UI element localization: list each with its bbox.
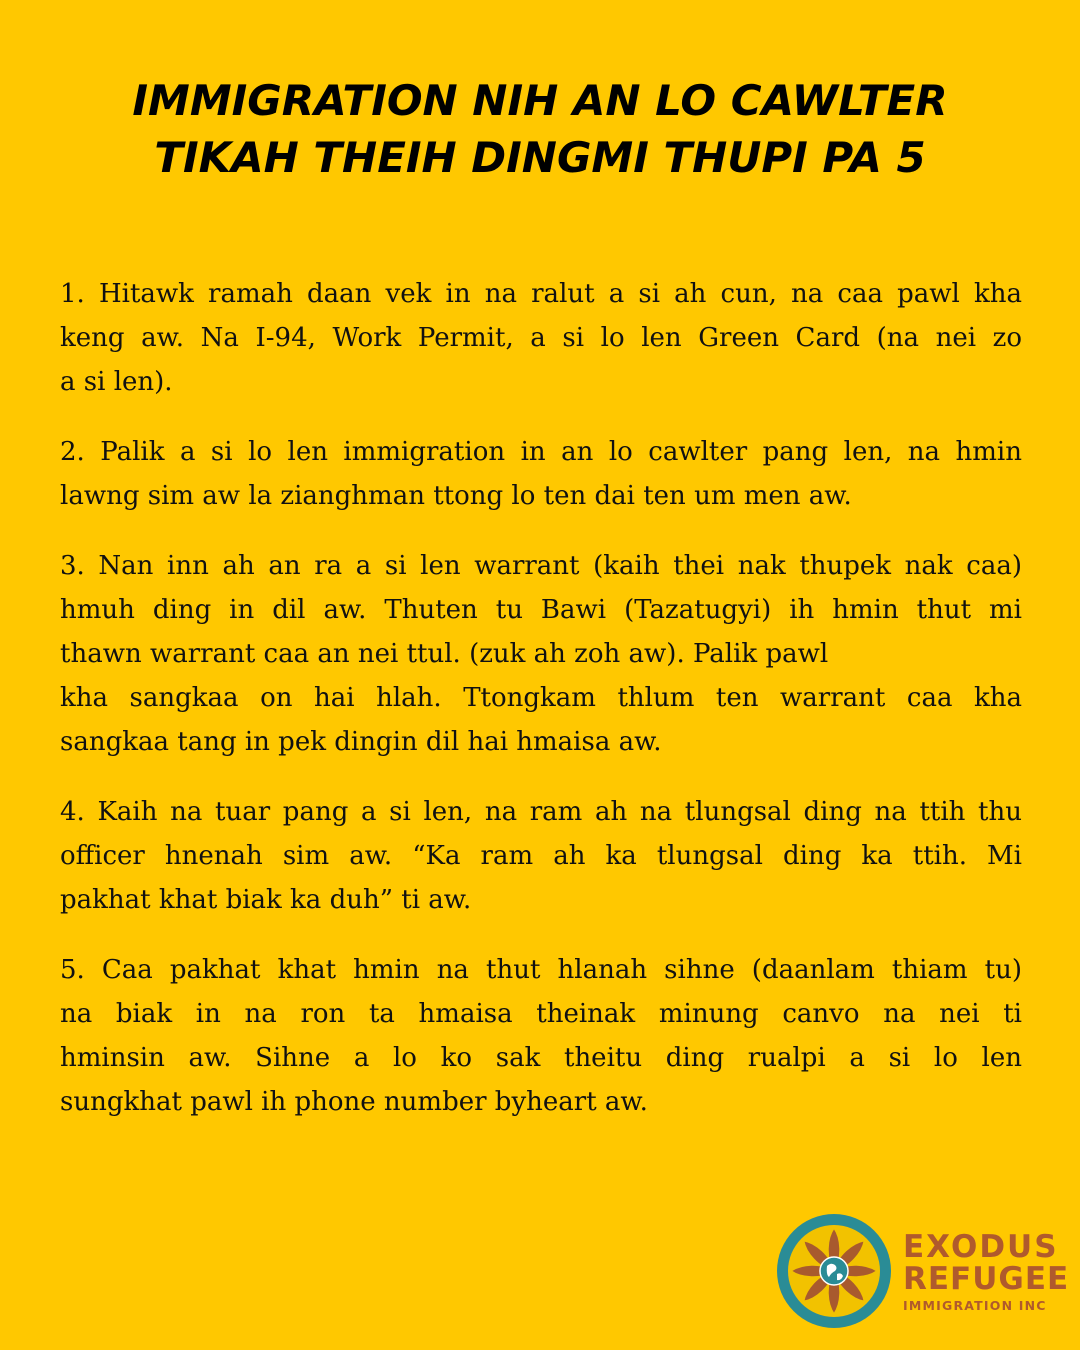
- page-title: [30, 72, 1050, 186]
- tip-1-line-3: a si len).: [60, 367, 173, 397]
- tip-item-5: [60, 948, 1022, 1124]
- tip-item-4: [60, 790, 1022, 922]
- tip-3-line-1: 3. Nan inn ah an ra a si len warrant (kaih thei nak thupek nak caa): [60, 551, 1022, 581]
- tip-5-line-1: 5. Caa pakhat khat hmin na thut hlanah sihne (daanlam thiam tu): [60, 955, 1022, 985]
- tip-4-line-2: officer hnenah sim aw. “Ka ram ah ka tlungsal ding ka ttih. Mi: [60, 841, 1022, 871]
- title-line-2: TIKAH THEIH DINGMI THUPI PA 5: [154, 133, 926, 182]
- tips-list: [60, 272, 1022, 1150]
- logo-emblem-icon: [775, 1212, 893, 1330]
- tip-5-line-3: hminsin aw. Sihne a lo ko sak theitu ding rualpi a si lo len: [60, 1043, 1022, 1073]
- exodus-refugee-logo: [775, 1212, 1070, 1332]
- tip-5-line-4: sungkhat pawl ih phone number byheart aw.: [60, 1087, 648, 1117]
- tip-3-line-3: thawn warrant caa an nei ttul. (zuk ah zoh aw). Palik pawl: [60, 639, 829, 669]
- tip-2-line-2: lawng sim aw la zianghman ttong lo ten dai ten um men aw.: [60, 481, 852, 511]
- tip-item-1: [60, 272, 1022, 404]
- logo-word-immigration: IMMIGRATION INC: [903, 1298, 1047, 1313]
- tip-3-line-5: sangkaa tang in pek dingin dil hai hmaisa aw.: [60, 727, 662, 757]
- tip-4-line-1: 4. Kaih na tuar pang a si len, na ram ah na tlungsal ding na ttih thu: [60, 797, 1022, 827]
- logo-word-refugee: REFUGEE: [903, 1261, 1070, 1297]
- tip-1-line-1: 1. Hitawk ramah daan vek in na ralut a si ah cun, na caa pawl kha: [60, 279, 1022, 309]
- tip-3-line-2: hmuh ding in dil aw. Thuten tu Bawi (Tazatugyi) ih hmin thut mi: [60, 595, 1022, 625]
- title-line-1: IMMIGRATION NIH AN LO CAWLTER: [132, 76, 948, 125]
- logo-word-exodus: EXODUS: [903, 1229, 1059, 1265]
- tip-5-line-2: na biak in na ron ta hmaisa theinak minung canvo na nei ti: [60, 999, 1022, 1029]
- tip-1-line-2: keng aw. Na I-94, Work Permit, a si lo len Green Card (na nei zo: [60, 323, 1022, 353]
- tip-item-2: [60, 430, 1022, 518]
- tip-item-3: [60, 544, 1022, 764]
- tip-4-line-3: pakhat khat biak ka duh” ti aw.: [60, 885, 472, 915]
- tip-3-line-4: kha sangkaa on hai hlah. Ttongkam thlum ten warrant caa kha: [60, 683, 1022, 713]
- tip-2-line-1: 2. Palik a si lo len immigration in an lo cawlter pang len, na hmin: [60, 437, 1022, 467]
